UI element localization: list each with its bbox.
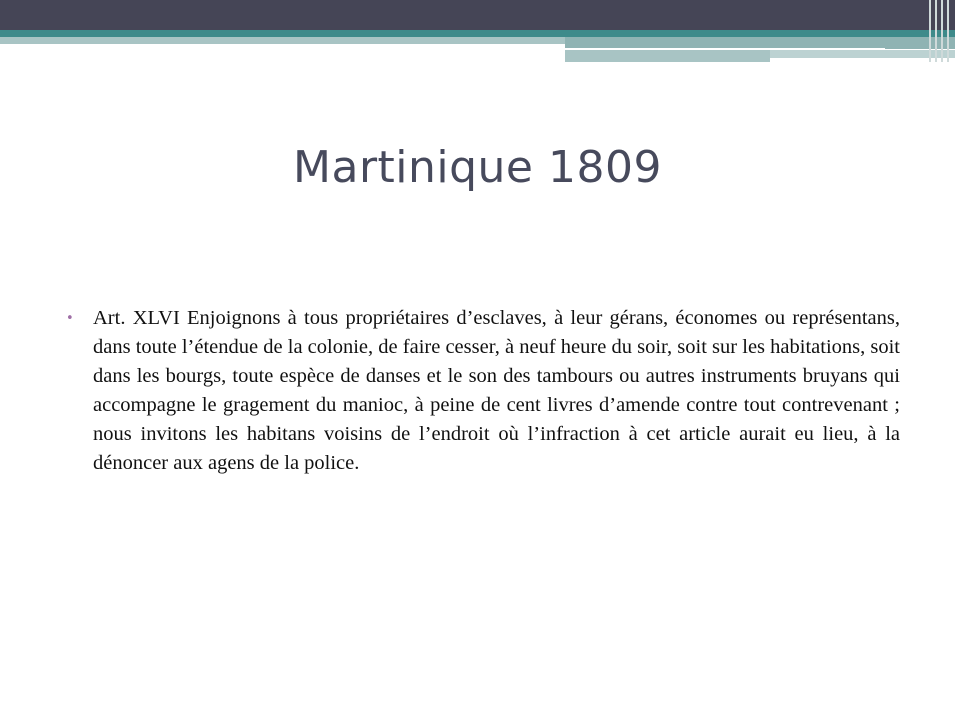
slide-title: Martinique 1809: [293, 142, 662, 193]
header-band-light-left: [0, 37, 565, 44]
header-band-right-lower: [565, 50, 770, 62]
header-stripes: [925, 0, 955, 62]
bullet-item: [66, 304, 900, 478]
header-band-teal: [0, 30, 955, 37]
bullet-text: Art. XLVI Enjoignons à tous propriétaires d’esclaves, à leur gérans, économes ou représentans, dans toute l’étendue de la colonie, de faire cesser, à neuf heure du soir, soit sur les habitations, soit dans les bourgs, toute espèce de danses et le son des tambours ou autres instruments bruyans qui accompagne le gragement du manioc, à peine de cent livres d’amende contre tout contrevenant ; nous invitons les habitans voisins de l’endroit où l’infraction à cet article aurait eu lieu, à la dénoncer aux agens de la police.: [93, 307, 900, 474]
header-band-dark: [0, 0, 955, 30]
bullet-icon: •: [66, 311, 74, 326]
slide-body: [66, 304, 900, 478]
